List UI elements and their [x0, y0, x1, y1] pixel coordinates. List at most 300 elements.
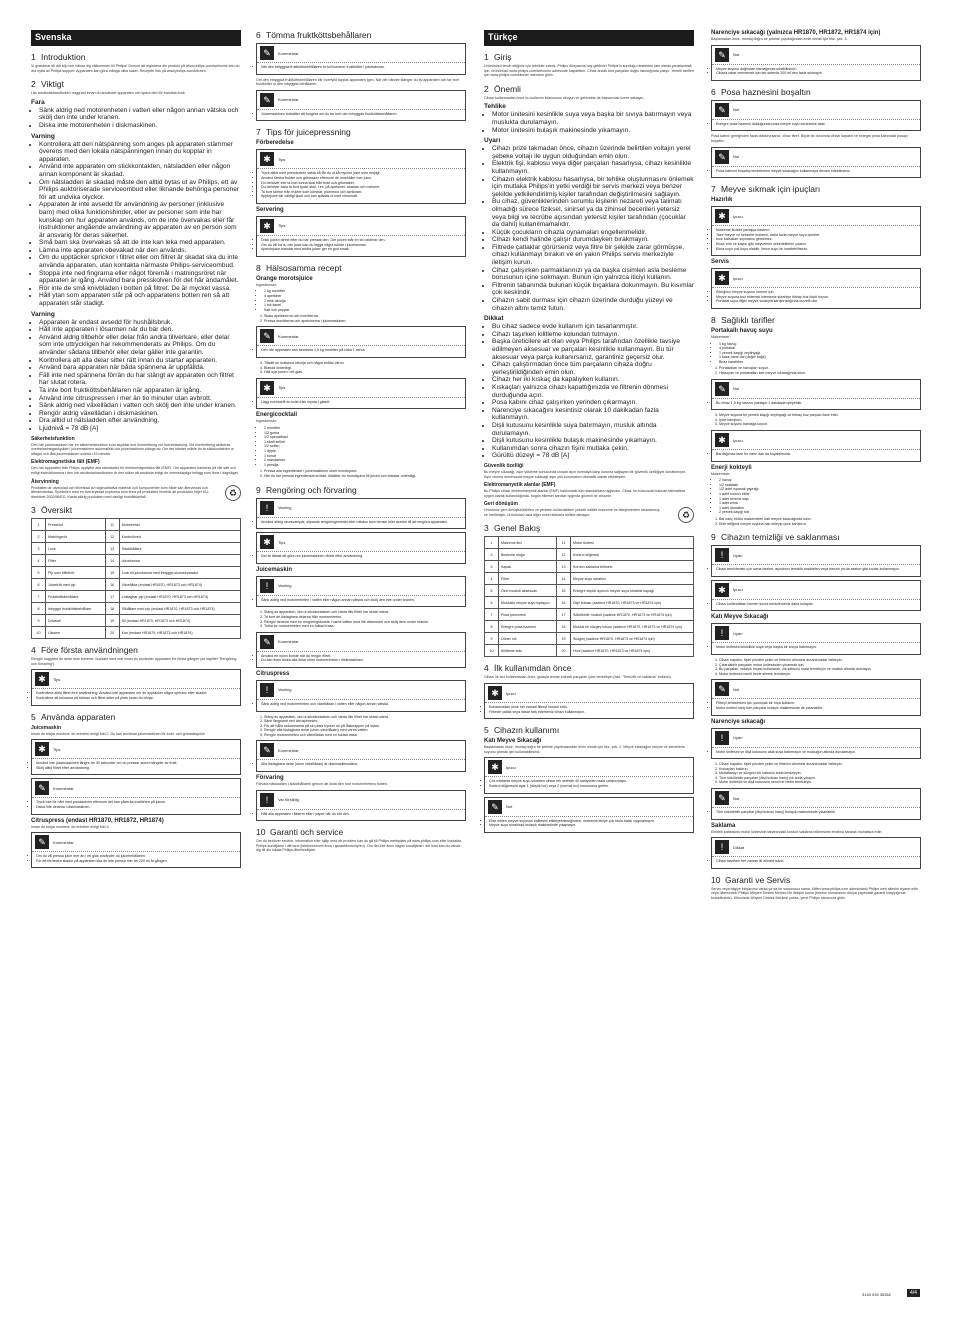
part-number: 5 — [32, 567, 46, 579]
sv-recipe-2-steps — [256, 469, 466, 478]
note-icon: ✎ — [260, 329, 274, 343]
part-name: Växellåda (endast HR1870, HR1873 och HR1874) — [119, 579, 240, 591]
list-item: 3. För att hålla sidoarmarna på sin plats trycker du på låsknappen på sidan. — [264, 724, 466, 729]
part-number: 20 — [105, 627, 119, 639]
note-icon: ✎ — [715, 382, 729, 396]
table-row — [485, 633, 694, 645]
list-item: • Använd inte apparaten om stickkontakten, nätsladden eller någon annan komponent är skadad. — [39, 163, 241, 178]
list-item: • Använd inte citruspressen i mer än tio minuter utan avbrott. — [39, 395, 241, 403]
list-item: • Elde edilen meyve suyunun kalitesini etkileyebileceğinden, malzeme iticiye çok fazla baskı uygulamayın. — [489, 819, 689, 824]
list-item: • Dra alltid ut nätsladden efter användning. — [39, 417, 241, 425]
sv-s9-warning-3: ! Varning • Sänk aldrig ned motorenheten och växellådan i vatten eller någon annan vätska. — [256, 680, 466, 712]
list-item: • Cihaz çalışırken parmaklarınızı ya da başka cisimleri asla besleme borusunun içine sokmayın. Bunun için yalnızca iticiyi kullanın. — [492, 267, 694, 282]
part-number: 7 — [485, 609, 499, 621]
table-row — [485, 609, 694, 621]
table-row — [32, 603, 241, 615]
list-item: • Rengör aldrig växellädan i diskmaskinen. — [39, 410, 241, 418]
tr-tips-box-2: ✱ İpucu • Çok miktarda meyve suyu sıkarken cihazı tek seferde 40 saniyeden fazla çalıştırmayın. • Kontrol düğmesini ayar 1 (düşük hız) veya 2 (normal hız) konumuna getirin. — [484, 757, 694, 793]
list-item: • Kontrol düğmesini ayar 1 (düşük hız) veya 2 (normal hız) konumuna getirin. — [489, 784, 689, 789]
sv-recipe-2-ingredients-label: Ingredienser: — [256, 419, 277, 424]
sv-safety-heading: Säkerhetsfunktion — [31, 435, 75, 442]
list-item: 1. Skala apelsinerna och morötterna. — [264, 314, 466, 319]
list-item: • 1/2 spenatblad — [264, 435, 466, 440]
part-name: Huni (sadece HR1870, HR1873 ve HR1874 için) — [571, 645, 694, 657]
list-item: • 1 tomat — [264, 454, 466, 459]
list-item: • Diska inte delarna i diskmaskinen. — [36, 805, 236, 810]
list-item: • 1 adet kereviz sapı — [719, 497, 921, 502]
list-item: 5. Meyve suyunu bardağa koyun. — [719, 422, 921, 427]
list-item: • Gürültü düzeyi = 78 dB [A] — [492, 452, 694, 460]
list-item: 3. Muhafazayı ve süzgeci ılık sabunlu suda temizleyin. — [719, 771, 921, 776]
list-item: • Meyve suyu sürahisini bulaşık makinesinde yıkamayın. — [489, 823, 689, 828]
column-sv-1 — [31, 30, 241, 871]
list-item: • Fäll inte ned spännena förrän du har stängt av apparaten och filtret har slutat rotera. — [39, 372, 241, 387]
part-name: Süzgeç (sadece HR1870, HR1873 ve HR1874 için) — [571, 633, 694, 645]
list-item: • Cihazı kendi halinde çalışır durumdayken bırakmayın. — [492, 236, 694, 244]
tr-recipe-1-title: Portakallı havuç suyu — [711, 327, 773, 334]
warning-icon: ! — [715, 548, 729, 562]
sv-recipes-heading: 8 Hälsosamma recept — [256, 262, 342, 273]
tr-serving-heading: Servis — [711, 259, 730, 266]
list-item: • Cihaza zarar vermemek için tek seferde 200 ml'den fazla sıkmayın. — [716, 71, 916, 76]
tr-before-first-use-heading: 4 İlk kullanımdan önce — [484, 663, 572, 674]
list-item: • Skölj alltid filtret efter användning. — [36, 766, 236, 771]
list-item: • Använd bara apparaten när båda spännena är uppfällda. — [39, 364, 241, 372]
part-name: Posa penceresi — [499, 609, 557, 621]
list-item: • Kiraz, erik ve kayısı gibi meyvelerin çekirdeklerini çıkarın. — [716, 242, 916, 247]
tip-icon: ✱ — [260, 535, 274, 549]
part-name: Musluk ile süzgeç tutucu (sadece HR1870, HR1873 ve HR1874 için) — [571, 621, 694, 633]
list-item: 4. Motor ünitesini nemli bezle silerek temizleyin. — [719, 672, 921, 677]
sv-storage-text: Förvara nätsladden i sladdhållaren genom att linda den runt motorenhetens botten. — [256, 782, 388, 787]
sv-citrus-text: Innan du börjar montera: du enheten enligt bild 3. — [31, 824, 110, 829]
tip-icon: ✱ — [35, 742, 49, 756]
list-item: • Cihazı taşırken her zaman iki elinizle tutun. — [716, 859, 916, 864]
tr-emf-heading: Elektromanyetik alanlar (EMF) — [484, 482, 556, 489]
part-number: 11 — [557, 537, 571, 549]
list-item: • 1 äpple — [264, 449, 466, 454]
part-number: 9 — [485, 633, 499, 645]
list-item: • Bu cihaz, güvenliklerinden sorumlu kişilerin nezareti veya talimatı olmadığı sürece fiziksel, sinirsel ya da zihinsel becerileri yetersiz veya bilgi ve tecrübe açısından yetersiz kişiler tarafından (çocuklar da dahil) kullanılmamalıdır. — [492, 198, 694, 228]
list-item: • Küçük çocukların cihazla oynamaları engellenmelidir. — [492, 229, 694, 237]
recycle-icon: ♻ — [678, 507, 694, 523]
sv-before-first-use-heading: 4 Före första användningen — [31, 645, 138, 656]
sv-s9-note: ✎ Kommentar • Använd en nylon borste när du rengör filtret. • Du kan även diska alla delar utom motorenheten i diskmaskinen. — [256, 632, 466, 668]
list-item: • Cihazın elektrik kablosu hasarlıysa, bir tehlike oluşturmasını önlemek için mutlaka Philips'in yetki verdiği bir servis merkezi veya benzer şekilde yetkilendirilmiş kişiler tarafından değiştirilmesini sağlayın. — [492, 176, 694, 199]
list-item: • Bardağınıza taze bir nane dalı da koyabilirsiniz. — [716, 452, 916, 457]
tr-citrus-note: ✎ Not • Meyve suyunu doğrudan bardağınıza sıkabilirsiniz. • Cihaza zarar vermemek için tek seferde 200 ml'den fazla sıkmayın. — [711, 45, 921, 81]
part-name: Kilitleme kolu — [499, 645, 557, 657]
tip-icon: ✱ — [488, 760, 502, 774]
language-bar-tr: Türkçe — [484, 30, 694, 46]
part-name: Sökülebilir musluk (sadece HR1870, HR1873 ve HR1874 için) — [571, 609, 694, 621]
list-item: 1. Cihazı kapatın, fişini prizden çekin ve filtrenin dönmesi durana kadar bekleyin. — [719, 658, 921, 663]
part-number: 16 — [557, 597, 571, 609]
list-item: • Cihazı çalıştırmadan önce tüm parçaların cihaza doğru yerleştirildiğinden emin olun. — [492, 361, 694, 376]
part-name: Filter — [46, 555, 106, 567]
sv-recipe-1-ingredients-label: Ingredienser: — [256, 282, 277, 287]
sv-s6-note: ✎ Kommentar • När den inbyggda fruktköttsbehållaren är full kommer fruktköttet i juicekannan. — [256, 43, 466, 75]
sv-s6-note-2: ✎ Kommentar • Juicemaskinen fortsätter att fungera om du tar bort den inbyggda fruktköttsbehållaren. — [256, 90, 466, 122]
tr-s9-caution: ! Dikkat • Cihazı taşırken her zaman iki elinizle tutun. — [711, 837, 921, 869]
part-name: Entegre köpük ayırıcılı meyve suyu sürahisi kapağı — [571, 585, 694, 597]
list-item: • 1 adet kırmızı biber — [719, 492, 921, 497]
tr-s7-tips: ✱ İpucu • Malzeme iticisini yavaşça bastırın. • Taze meyve ve sebzeler kullanın, daha fazla meyve suyu içerirler. • İnce kabukları soymanız gerekmez. • Kiraz, erik ve kayısı gibi meyvelerin çekirdeklerini çıkarın. • Elma suyu çok koyu olabilir, limon suyu ile inceltebilirsiniz. — [711, 206, 921, 256]
part-number: 17 — [557, 609, 571, 621]
tr-recycling-text: Ürününüz geri dönüştürülebilen ve yeniden kullanılabilen yüksek kaliteli malzeme ve bileşenlerden tasarlanmış ve üretilmiştir. Ürününüzü asla diğer evsel atıklarla birlikte atmayın. — [484, 508, 660, 517]
list-item: • Filtreyi temizlerken için yumuşak bir fırça kullanın. — [716, 701, 916, 706]
list-item: 5. Motor ünitesini ve dişli kutusunu nemli bir bezle temizleyin. — [719, 780, 921, 785]
sv-preparation-heading: Förberedelse — [256, 140, 294, 147]
tr-overview-table — [484, 536, 694, 657]
part-number: 4 — [485, 573, 499, 585]
list-item: • Lämna inte apparaten obevakad när den används. — [39, 247, 241, 255]
sv-recipe-2-ingredients — [256, 426, 466, 467]
list-item: • Cihazı prize takmadan önce, cihazın üzerinde belirtilen voltajın yerel şebeke voltajı ile uygun olduğundan emin olun. — [492, 145, 694, 160]
table-row — [32, 591, 241, 603]
list-item: • 2 morötter — [264, 426, 466, 431]
note-icon: ✎ — [260, 635, 274, 649]
part-number: 1 — [32, 519, 46, 531]
part-name: Musluklu meyve suyu toplayıcı — [499, 597, 557, 609]
sv-caution-list — [31, 319, 241, 433]
warning-icon: ! — [715, 840, 729, 854]
list-item: • Om du vill ha is i din juice kan du lägga några isbitar i juicekannan. — [261, 243, 461, 248]
sv-s9-caution: ! Var försiktig • Håll alla apparaten i ålderm eller i paper när du bär den. — [256, 790, 466, 822]
list-item: • När den inbyggda fruktköttsbehållaren är full kommer fruktköttet i juicekannan. — [261, 65, 461, 70]
warning-icon: ! — [260, 683, 274, 697]
sv-danger-heading: Fara — [31, 98, 45, 106]
list-item: • Tryck alltid med presskolven sakta så får du ut så mycket juice som möjligt. — [261, 171, 461, 176]
list-item: • Meyve suyunu doğrudan bardağınıza sıkabilirsiniz. — [716, 67, 916, 72]
part-name: Pip som tillbehör — [46, 567, 106, 579]
list-item: • Du kan även diska alla delar utom motorenheten i diskmaskinen. — [261, 658, 461, 663]
tr-preparation-heading: Hazırlık — [711, 197, 733, 204]
list-item: • Posa kabının boşaltıp temizlerken meyve sıkacağını kullanmaya devam edebilirsiniz. — [716, 169, 916, 174]
tr-caution-heading: Dikkat — [484, 315, 504, 323]
sv-empty-pulp-heading: 6 Tömma fruktköttsbehållaren — [256, 30, 372, 40]
list-item: 4. Torka av motorenheten med en fuktad trasa. — [264, 624, 466, 629]
part-name: Lock — [46, 543, 106, 555]
tip-icon: ✱ — [260, 219, 274, 233]
list-item: • Entegre posa haznesi dolduğunda posa meyve suyu sürahisine akar. — [716, 122, 916, 127]
list-item: • Kontrollera alltid filtret före användning. Använd inte apparaten om du upptäcker några sprickor eller skador. — [36, 691, 236, 696]
tr-juicer-text: Başlamadan önce, montaj doğru bir şekilde yapılmasından emin olmak için bkz. şek. 2. Meyve sıkacağını meyve ve sebzelerin suyunu çıkmak için kullanabilirsiniz. — [484, 745, 685, 754]
sv-juicing-tips-heading: 7 Tips för juicepressning — [256, 127, 351, 138]
tr-danger-list — [484, 111, 694, 134]
list-item: • Små barn ska övervakas så att de inte kan leka med apparaten. — [39, 239, 241, 247]
part-name: Löstagbar pip (endast HR1870, HR1873 och HR1874) — [119, 591, 240, 603]
tr-recipe-1-steps — [711, 366, 921, 375]
tr-safety-text: Bu meyve sıkacağı, aşırı yükleme sonucunda oluşan aşırı ısınmaya karşı koruma sağlayan bir güvenlik özelliğiyle donatılmıştır. Aşırı ısınma durumunda meyve sıkacağı aşırı yük korumasını otomatik olarak etkinleştirir. — [484, 469, 686, 479]
part-name: Matningsrör — [46, 531, 106, 543]
language-bar-sv: Svenska — [31, 30, 241, 46]
note-icon: ✎ — [715, 48, 729, 62]
sv-overview-heading: 3 Översikt — [31, 505, 73, 516]
tr-s9-tips: ✱ İpucu • Cihazı kullandıktan hemen sonra temizlemeniz daha kolaydır. — [711, 580, 921, 612]
list-item: • Cihazı kullandıktan hemen sonra temizlemeniz daha kolaydır. — [716, 602, 916, 607]
tip-icon: ✱ — [715, 583, 729, 597]
list-item: • Dişli kutusunu kesinlikle bulaşık makinesinde yıkamayın. — [492, 437, 694, 445]
part-name: Döner mil — [499, 633, 557, 645]
table-row — [32, 543, 241, 555]
tr-recipe-1-ingredients — [711, 342, 921, 365]
list-item: • 1 msk olivolja — [264, 299, 466, 304]
sv-tips-box-2: ✱ Tips • Använd inte juicemaskinen längre än 40 sekunder om du pressar stora mängder av frukt. • Skölj alltid filtret efter användning. — [31, 739, 241, 775]
list-item: 1. Bal hariç bütün malzemeleri katı meyve sıkacağında sıkın. — [719, 517, 921, 522]
list-item: • Rör inte de små knivbladen i botten på filtret. De är mycket vassa. — [39, 285, 241, 293]
list-item: • Juicemaskinen fortsätter att fungera om du tar bort den inbyggda fruktköttsbehållaren. — [261, 112, 461, 117]
part-number: 10 — [485, 645, 499, 657]
list-item: • Taze meyve ve sebzeler kullanın, daha fazla meyve suyu içerirler. — [716, 233, 916, 238]
part-number: 15 — [557, 585, 571, 597]
note-icon: ✎ — [715, 103, 729, 117]
list-item: • Håll ytan som apparaten står på och apparatens botten ren så att apparaten står stadigt. — [39, 292, 241, 307]
list-item: 2. Havuçları ve portakalları katı meyve sıkacağında sıkın. — [719, 371, 921, 376]
part-number: 6 — [32, 579, 46, 591]
list-item: 2. Çıkarılabilir parçaları motor ünitesinden çıkarmak için. — [719, 663, 921, 668]
tr-s9-warning-3: ! Uyarı • Motor ünitesini ve dişli kutusunu asla suya batırmayın ve musluğun altında durulamayın. — [711, 728, 921, 760]
list-item: • Motor ünitesini ve dişli kutusunu asla suya batırmayın ve musluğun altında durulamayın. — [716, 750, 916, 755]
list-item: • 1 skaft selleri — [264, 440, 466, 445]
list-item: • Sänk aldrig ned motorenheten och växellådan i vatten eller någon annan vätska. — [261, 702, 461, 707]
part-number: 17 — [105, 591, 119, 603]
part-number: 15 — [105, 567, 119, 579]
tr-safety-heading: Güvenlik özelliği — [484, 462, 524, 469]
sv-introduction-text: Vi gratulerar till ditt köp och hälsar dig välkommen till Philips! Genom att registrera din produkt på www.philips.com/welcome kan du dra nytta av Philips support. Apparaten kan göra många olika saker. Receptfri hos på www.philips.com/kitchen. — [31, 64, 240, 73]
table-row — [32, 555, 241, 567]
sv-before-first-use-text: Rengör noggrant de delar som kommer i kontakt med mat innan du använder apparaten för första gången (se kapitlet "Rengöring och förvaring"). — [31, 657, 237, 666]
tip-icon: ✱ — [35, 672, 49, 686]
list-item: 1. Pressa alla ingredienser i juicemaskinen utom morotsjuice. — [264, 469, 466, 474]
tr-s9-note-2: ✎ Not • Tüm sökülebilir parçalar (dişli kutusu hariç) bulaşık makinesinde yıkanabilir. — [711, 788, 921, 820]
list-item: 4. Rengör alla löstagbara delar (utom växellådan) med varmt vatten. — [264, 728, 466, 733]
part-number: 6 — [485, 597, 499, 609]
tr-s6-note-2: ✎ Not • Posa kabının boşaltıp temizlerken meyve sıkacağını kullanmaya devam edebilirsiniz. — [711, 147, 921, 179]
list-item: 2. Sänk långsamt ned citruspressen. — [264, 719, 466, 724]
tr-warranty-text: Servis veya bilgiye ihtiyacınız varsa ya da bir sorununuz varsa, lütfen www.philips.com adresindeki Philips web sitesini ziyaret edin veya ülkenizdeki Philips Müşteri Destek Merkezi ile iletişim kurun (telefon numarasını dünya çapındaki garanti kitapçığında bulabilirsiniz). Ülkenizde Müşteri Destek Merkezi yoksa, yerel Philips satıcınıza gidin. — [711, 886, 919, 901]
list-item: • Använd färska frukter och grönsaker eftersom de innehåller mer juice. — [261, 176, 461, 181]
part-number: 8 — [32, 603, 46, 615]
tr-cleaning-steps-1 — [711, 658, 921, 676]
sv-serving-heading: Servering — [256, 206, 284, 213]
sv-recycling-text: Produkten är utvecklad och tillverkad av högkvalitativa material och komponenter som både kan återvinnas och återanvändas. Symbolen med en överkryssad soptunna som finns på produkten innebär att produkten följer EU-direktivet 2002/96/EG. Kasta aldrig produkten med vanligt hushållsavfall. — [31, 485, 210, 499]
tr-warning-heading: Uyarı — [484, 137, 501, 145]
list-item: • Diska inte motorenheten i diskmaskinen. — [39, 122, 241, 130]
tip-icon: ✱ — [715, 209, 729, 223]
note-icon: ✎ — [35, 781, 49, 795]
list-item: • Salt och peppar — [264, 308, 466, 313]
list-item: • Kullanımdan sonra cihazın fişini mutlaka çekin. — [492, 445, 694, 453]
list-item: • För att förhindra skador på apparaten ska du inte pressa mer än 200 ml åt gången. — [36, 859, 236, 864]
tr-citrus-text: Başlamadan önce, montaj doğru bir şekilde yapıldığından emin olmak için bkz. şek. 3. — [711, 37, 848, 41]
part-name: Sladdhållare — [119, 543, 240, 555]
part-name: Besleme oluğu — [499, 549, 557, 561]
list-item: • Motor ünitesini kesinlikle suya veya başka bir sıvıya batırmayın. — [716, 645, 916, 650]
list-item: • Meyve suyuna buz eklemek isterseniz sürahiye birkaç buz küpü koyun. — [716, 295, 916, 300]
list-item: • 1 kg morötter — [264, 289, 466, 294]
tr-recycling-heading: Geri dönüşüm — [484, 501, 518, 508]
sv-warranty-text: Om du behöver service, information eller hjälp med ett problem kan du gå till Philips webbplats på www.philips.com eller kontakta Philips kundtjänst i ditt land (telefonnumret finns i garantibroschyren). Om det inte finns någon kundtjänst i ditt land kan du vända dig till din lokala Philips-återförsäljare. — [256, 839, 462, 853]
part-number: 3 — [32, 543, 46, 555]
sv-s9-tips: ✱ Tips • Det är lättast att göra ren juicemaskinen direkt efter användning. — [256, 532, 466, 564]
sv-note-box: ✎ Kommentar • Tryck inte för hårt med presskolven eftersom det kan påverka kvaliteten på juicen. • Diska inte delarna i diskmaskinen. — [31, 778, 241, 814]
tr-important-text: Cihazı kullanmadan önce bu kullanım kılavuzunu okuyun ve gelecekte de başvurmak üzere saklayın. — [484, 95, 645, 100]
tr-storage-text: Elektrik kablosunu motor ünitesinin tabanındaki kordon saklama bölmesinin etrafına sararak muhafaza edin. — [711, 829, 883, 834]
part-number: 12 — [557, 549, 571, 561]
list-item: • Elma suyu çok koyu olabilir, limon suyu ile inceltebilirsiniz. — [716, 247, 916, 252]
sv-recipe-1-steps-2 — [256, 361, 466, 375]
part-number: 9 — [32, 615, 46, 627]
part-number: 18 — [557, 621, 571, 633]
list-item: • 4 portakal — [719, 346, 921, 351]
list-item: 3. Tillsätt en matsked olivolja och några strålar citron. — [264, 361, 466, 366]
sv-s8-tips: ✱ Tips • Lägg eventuellt en kvist frisk mynta i glaset. — [256, 378, 466, 410]
list-item: • Cihazı her iki kıskaç da kapalıyken kullanın. — [492, 376, 694, 384]
sv-citrus-heading: Citruspress (endast HR1870, HR1872, HR1874) — [31, 817, 164, 824]
part-number: 13 — [105, 543, 119, 555]
tip-icon: ✱ — [715, 433, 729, 447]
tr-recipe-1-ingredients-label: Malzemeler: — [711, 334, 731, 339]
list-item: • Sıktığınız meyve suyunu hemen için. — [716, 290, 916, 295]
tr-s7-tips-2: ✱ İpucu • Sıktığınız meyve suyunu hemen için. • Meyve suyuna buz eklemek isterseniz sürahiye birkaç buz küpü koyun. • Portakal suyu diğer meyve sularıyla karıştırıldığında lezzetli olur. — [711, 268, 921, 309]
sv-danger-list — [31, 107, 241, 130]
list-item: • Lägg eventuellt en kvist frisk mynta i glaset. — [261, 400, 461, 405]
tr-introduction-text: Ürününüzü tercih ettiğiniz için tebrikler ederiz. Philips dünyasına hoş geldiniz! Philips'in sunduğu destekten tam olarak yararlanmak için, ürününüzü www.philips.com/welcome adresinde kaydettirin. Cihaz ancak tüm parçaları doğru takıldığında çalışır. Yemek tarifleri için www.philips.com/kitchen adresine gidin. — [484, 64, 694, 78]
part-number: 18 — [105, 603, 119, 615]
tr-emf-text: Bu Philips cihazı elektromanyetik alanlar (EMF) hakkındaki tüm standartlara uygundur. Cihaz, bu kılavuzda bulunan talimatlara uygun olarak kullanıldığında, bugün bilimsel kanıtlar ışığında güvenli bir cihazdır. — [484, 489, 685, 498]
tr-empty-pulp-text: Posa kabını gereğinden fazla doldurursanız, cihaz titrer. Böyle bir durumda cihazı kapatın ve entegre posa kabındaki posayı boşaltın. — [711, 134, 908, 143]
sv-caution-heading: Varning — [31, 310, 55, 318]
sv-cleaning-steps-2 — [256, 715, 466, 738]
tr-storage-heading: Saklama — [711, 822, 736, 829]
list-item: • Filtrede çatlak veya hasar fark ederseniz cihazı kullanmayın. — [489, 710, 689, 715]
tr-warning-list — [484, 145, 694, 312]
list-item: 4. İyice karıştırın. — [719, 418, 921, 423]
list-item: 1. Stäng av apparaten, dra ut stickkontakten och vänta tills filtret har slutat rotera. — [264, 610, 466, 615]
list-item: 5. Rengör motorenheten och växellådan med en fuktad trasa. — [264, 733, 466, 738]
tr-recipe-2-ingredients-label: Malzemeler: — [711, 471, 731, 476]
part-name: Juiceträt med pip — [46, 579, 106, 591]
part-name: Lock till juicekanna med inbyggd skumseparator — [119, 567, 240, 579]
list-item: • 2 mandariner — [264, 458, 466, 463]
warning-icon: ! — [715, 626, 729, 640]
part-name: Silhållare med pip (endast HR1870, HR1873 och HR1874) — [119, 603, 240, 615]
sv-cleaning-heading: 9 Rengöring och förvaring — [256, 484, 357, 495]
list-item: • Motor ünitesini kesinlikle suya veya başka bir sıvıya batırmayın veya muslukta durulamayın. — [492, 111, 694, 126]
list-item: • Cihazın sabit durması için cihazın üzerinde durduğu yüzeyi ve cihazın altını temiz tutun. — [492, 297, 694, 312]
note-icon: ✎ — [260, 743, 274, 757]
tr-recipe-2-ingredients — [711, 478, 921, 515]
table-row — [485, 621, 694, 633]
tr-caution-list — [484, 323, 694, 460]
list-item: • Kontrollera att den nätspänning som anges på apparaten stämmer överens med den lokala nätspänningen innan du kopplar in apparaten. — [39, 141, 241, 164]
list-item: • Apparaten är endast avsedd för hushållsbruk. — [39, 319, 241, 327]
part-number: 14 — [105, 555, 119, 567]
list-item: 1. Portakalları ve havuçları soyun. — [719, 366, 921, 371]
list-item: • 1 tsk kanel — [264, 303, 466, 308]
list-item: • 2 yemek kaşığı bal — [719, 510, 921, 515]
tr-before-first-use-text: Cihazı ilk kez kullanmadan önce, gıdayla temas edecek parçaları iyice temizleyin (bkz. "Temizlik ve saklama" bölümü). — [484, 675, 672, 680]
part-number: 11 — [105, 519, 119, 531]
part-number: 2 — [32, 531, 46, 543]
warning-icon: ! — [260, 501, 274, 515]
note-icon: ✎ — [260, 46, 274, 60]
list-item: • Portakal suyu diğer meyve sularıyla karıştırıldığında lezzetli olur. — [716, 299, 916, 304]
list-item: • Filtrenin tabanında bulunan küçük bıçaklara dokunmayın. Bu kısımlar çok keskindir. — [492, 282, 694, 297]
sv-s8-note: ✎ Kommentar • Den här apparaten kan bearbeta 1,5 kg morötter på cirka 1 minut. — [256, 326, 466, 358]
note-icon: ✎ — [715, 791, 729, 805]
part-name: Özel musluk aksesuarı — [499, 585, 557, 597]
list-item: • 1 kg havuç — [719, 342, 921, 347]
table-row — [485, 537, 694, 549]
sv-emf-heading: Elektromagnetiska fält (EMF) — [31, 459, 100, 466]
list-item: 1. Cihazı kapatın, fişini prizden çekin ve filtrenin dönmesi durana kadar bekleyin. — [719, 762, 921, 767]
list-item: • İnce kabukları soymanız gerekmez. — [716, 237, 916, 242]
list-item: • Håll alla apparaten i ålderm eller i paper när du bär den. — [261, 812, 461, 817]
part-number: 19 — [105, 615, 119, 627]
list-item: • Det är lättast att göra ren juicemaskinen direkt efter användning. — [261, 554, 461, 559]
part-name: Juicekanna — [119, 555, 240, 567]
list-item: • 1/2 selleri — [264, 444, 466, 449]
list-item: 4. Blanda ordentligt. — [264, 366, 466, 371]
sv-tips-box: ✱ Tips • Kontrollera alltid filtret före användning. Använd inte apparaten om du upptäcker några sprickor eller skador. • Kontrollera att knivarna på kärnan och filtret sitter på plats innan du börjar. — [31, 669, 241, 705]
page-number: 4/4 — [907, 1289, 920, 1297]
list-item: 3. Bu parçaları, bulaşık fırçası kullanarak, ılık sabunlu suda temizleyin ve musluk altında durulayın. — [719, 667, 921, 672]
part-name: Motorenhet — [119, 519, 240, 531]
table-row — [32, 567, 241, 579]
column-tr-1 — [484, 30, 694, 836]
list-item: • Elektrik fişi, kablosu veya diğer parçaları hasarlıysa, cihazı kesinlikle kullanmayın. — [492, 160, 694, 175]
sv-s7-tips-2: ✱ Tips • Drick juicen direkt efter du har pressat den. Om juicen står en tid oxiderar den. • Om du vill ha is i din juice kan du lägga några isbitar i juicekannan. • Apelsinjuice blandat med andra juicer ger en god smak. — [256, 216, 466, 257]
tr-warranty-heading: 10 Garanti ve Servis — [711, 874, 791, 885]
sv-using-heading: 5 Använda apparaten — [31, 711, 116, 722]
list-item: • Håll inte apparaten i lösarmen när du bär den. — [39, 326, 241, 334]
list-item: 4. Tüm sökülebilir parçaları (dişli kutusu hariç) ılık suda yıkayın. — [719, 776, 921, 781]
list-item: • Tryck inte för hårt med presskolven eftersom det kan påverka kvaliteten på juicen. — [36, 800, 236, 805]
tr-recipes-heading: 8 Sağlıklı tarifler — [711, 314, 775, 325]
sv-recipe-1-steps — [256, 314, 466, 323]
list-item: • Alla löstagbara delar (utom växellådan) är diskmaskinssäkra. — [261, 762, 461, 767]
list-item: • Cihazı taşırken kilitleme kolundan tutmayın. — [492, 331, 694, 339]
part-name: Kontrollvred — [119, 531, 240, 543]
sv-juicer-heading: Juicemaskin — [31, 724, 62, 731]
list-item: • Filtrede çatlaklar görürseniz veya filtre bir şekilde zarar görmüşse, cihazı kullanmayı bırakın ve en yakın Philips servis merkeziyle iletişim kurun. — [492, 244, 694, 267]
table-row — [485, 597, 694, 609]
warning-icon: ! — [260, 579, 274, 593]
part-name: Motor ünitesi — [571, 537, 694, 549]
tr-using-heading: 5 Cihazın kullanımı — [484, 725, 560, 736]
part-name: Filtre — [499, 573, 557, 585]
tip-icon: ✱ — [715, 271, 729, 285]
part-name: Kontrol düğmesi — [571, 549, 694, 561]
part-number: 14 — [557, 573, 571, 585]
list-item: • 4 apelsiner — [264, 294, 466, 299]
recycle-icon: ♻ — [225, 485, 241, 501]
list-item: • Sänk aldrig ned växellädan i vatten och skölj den inte under kranen. — [39, 402, 241, 410]
part-name: Inbyggd fruktköttsbehållare — [46, 603, 106, 615]
table-row — [32, 615, 241, 627]
part-number: 4 — [32, 555, 46, 567]
sv-cleaning-juicer-heading: Juicemaskin — [256, 566, 293, 573]
tr-cleaning-juicer-heading: Katı Meyve Sıkacağı — [711, 614, 769, 621]
part-name: Entegre posa haznesi — [499, 621, 557, 633]
tr-s9-warning: ! Uyarı • Cihazı temizlemek için ovma bezleri, aşındırıcı temizlik maddeleri veya benzin ya da aseton gibi sıvılar kullanmayın. — [711, 545, 921, 577]
list-item: • Du behöver bara ta bort tjockt skal, t.ex. på apelsiner, ananas och meloner. — [261, 185, 461, 190]
part-number: 8 — [485, 621, 499, 633]
list-item: • 1 persilja — [264, 463, 466, 468]
list-item: • 2 havuç — [719, 478, 921, 483]
